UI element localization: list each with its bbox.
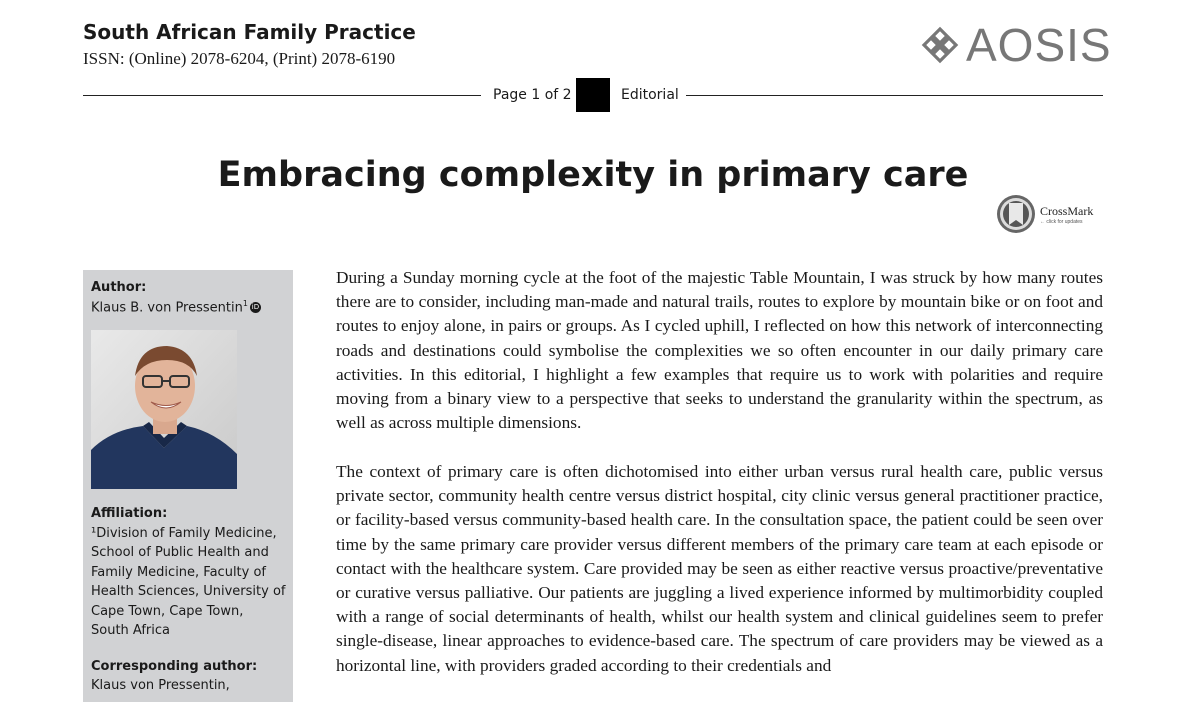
affiliation-text [91, 524, 291, 640]
crossmark-sublabel: ← click for updates [1040, 218, 1083, 225]
crossmark-label: CrossMark [1040, 203, 1094, 218]
page-number: Page 1 of 2 [493, 87, 572, 103]
section-type: Editorial [621, 87, 679, 103]
qr-placeholder-square [576, 78, 610, 112]
affiliation-line: Family Medicine, Faculty of [91, 564, 267, 580]
issn-line: ISSN: (Online) 2078-6204, (Print) 2078-6190 [83, 49, 396, 68]
author-name-line [91, 299, 261, 315]
author-photo [91, 330, 237, 489]
affiliation-line: ¹Division of Family Medicine, [91, 526, 277, 541]
author-name: Klaus B. von Pressentin [91, 300, 243, 316]
author-heading: Author: [91, 280, 147, 295]
author-sidebar [83, 270, 293, 702]
logo-text: AOSIS [966, 19, 1112, 71]
affiliation-line: Cape Town, Cape Town, [91, 603, 244, 619]
publisher-logo[interactable] [920, 19, 1112, 71]
corresponding-heading: Corresponding author: [91, 659, 258, 674]
header-rule-right [686, 95, 1103, 96]
aosis-knot-icon [920, 25, 960, 65]
affiliation-line: South Africa [91, 623, 170, 639]
article-title: Embracing complexity in primary care [217, 155, 969, 195]
corresponding-name: Klaus von Pressentin, [91, 678, 230, 693]
orcid-icon[interactable]: iD [251, 303, 260, 312]
affiliation-line: School of Public Health and [91, 545, 269, 561]
header-rule-left [83, 95, 481, 96]
crossmark-button[interactable] [996, 194, 1093, 234]
journal-title: South African Family Practice [83, 20, 416, 44]
body-paragraph: The context of primary care is often dichotomised into either urban versus rural health care, public versus private sector, community health centre versus district hospital, city clinic versus general practitioner practice, or facility-based versus community-based health care. In the consultation space, the patient could be seen over time by the same primary care provider versus different members of the primary care team at each episode or contact with the healthcare system. Care provided may be seen as either reactive versus proactive/preventative or curative versus palliative. Our patients are juggling a lived experience informed by multimorbidity coupled with a range of social determinants of health, whilst our health system and clinical guidelines seem to prefer single-disease, linear approaches to evidence-based care. The spectrum of care providers may be viewed as a horizontal line, with providers graded according to their credentials and [336, 462, 1103, 675]
crossmark-icon [996, 194, 1036, 234]
author-affil-sup: 1 [242, 299, 248, 308]
affiliation-heading: Affiliation: [91, 506, 168, 521]
affiliation-line: Health Sciences, University of [91, 584, 286, 600]
body-paragraph: During a Sunday morning cycle at the foot of the majestic Table Mountain, I was struck by how many routes there are to consider, including man-made and natural trails, routes to explore by mountain bike or on foot and routes to enjoy alone, in pairs or groups. As I cycled uphill, I reflected on how this network of interconnecting roads and destinations could symbolise the complexities we so often encounter in our daily primary care activities. In this editorial, I highlight a few examples that require us to work with polarities and require moving from a binary view to a perspective that seeks to understand the granularity within the spectrum, as well as across multiple dimensions. [336, 268, 1103, 433]
